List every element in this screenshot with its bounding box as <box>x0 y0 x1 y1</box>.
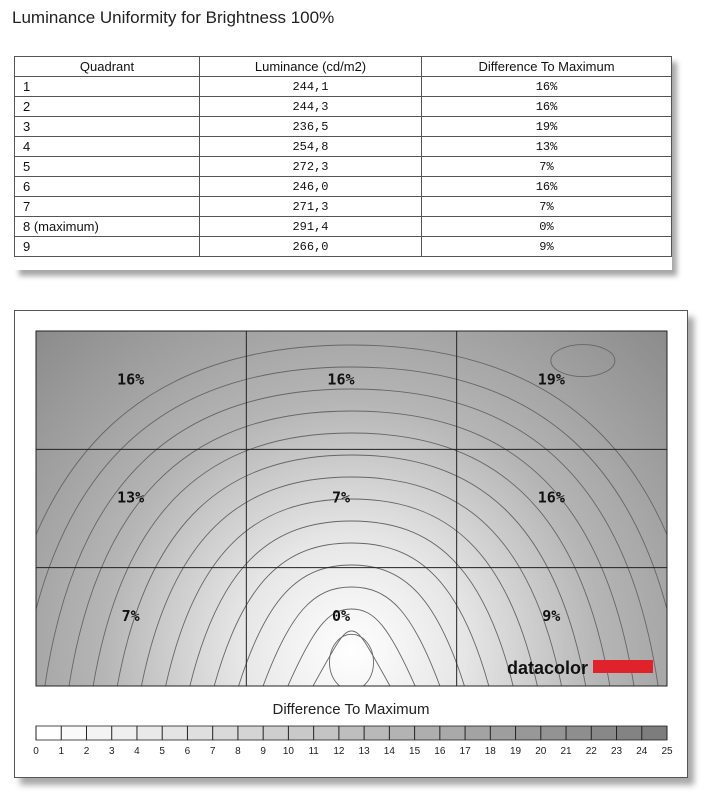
table-row <box>15 97 672 117</box>
legend-tick-label: 10 <box>282 746 294 757</box>
legend-tick-label: 6 <box>184 746 191 757</box>
legend-swatch <box>490 726 516 740</box>
luminance-cell: 244,1 <box>200 77 422 97</box>
legend-swatch <box>339 726 365 740</box>
legend-tick-label: 19 <box>509 746 522 757</box>
cell-label: 0% <box>331 607 351 625</box>
luminance-cell: 272,3 <box>200 157 422 177</box>
legend-swatch <box>86 726 112 740</box>
legend-swatch <box>389 726 415 740</box>
legend-swatch <box>238 726 264 740</box>
table-row <box>15 157 672 177</box>
difference-cell: 7% <box>422 197 672 217</box>
legend-swatch <box>591 726 617 740</box>
difference-cell: 16% <box>422 97 672 117</box>
legend-swatch <box>541 726 567 740</box>
luminance-table-panel <box>14 56 672 270</box>
difference-cell: 9% <box>422 237 672 257</box>
table-row <box>15 137 672 157</box>
difference-cell: 19% <box>422 117 672 137</box>
legend-tick-label: 8 <box>235 746 241 757</box>
cell-label: 7% <box>331 488 351 507</box>
quadrant-cell: 9 <box>15 237 200 257</box>
quadrant-cell: 4 <box>15 137 200 157</box>
legend-tick-label: 9 <box>260 746 266 757</box>
legend-tick-label: 20 <box>535 746 547 757</box>
legend-swatch <box>112 726 138 740</box>
quadrant-cell: 6 <box>15 177 200 197</box>
legend-tick-label: 7 <box>209 746 216 757</box>
legend-tick-label: 22 <box>585 746 597 757</box>
quadrant-cell: 8 (maximum) <box>15 217 200 237</box>
legend-tick-label: 18 <box>484 746 496 757</box>
table-row <box>15 117 672 137</box>
column-header-luminance: Luminance (cd/m2) <box>200 57 422 77</box>
luminance-cell: 271,3 <box>200 197 422 217</box>
legend-tick-label: 15 <box>409 746 421 757</box>
quadrant-cell: 5 <box>15 157 200 177</box>
cell-label: 16% <box>537 488 565 507</box>
luminance-cell: 291,4 <box>200 217 422 237</box>
uniformity-chart-panel <box>14 310 688 778</box>
legend-tick-label: 12 <box>333 746 345 757</box>
legend-tick-label: 2 <box>83 746 90 757</box>
legend-tick-label: 21 <box>560 746 572 757</box>
difference-cell: 16% <box>422 77 672 97</box>
table-header-row <box>15 57 672 77</box>
cell-label: 13% <box>117 488 145 507</box>
luminance-cell: 254,8 <box>200 137 422 157</box>
luminance-cell: 244,3 <box>200 97 422 117</box>
legend-swatch <box>263 726 289 740</box>
luminance-cell: 236,5 <box>200 117 422 137</box>
legend-swatch <box>213 726 239 740</box>
legend-tick-label: 11 <box>308 746 319 757</box>
legend-tick-label: 17 <box>459 746 471 757</box>
table-row <box>15 77 672 97</box>
legend-swatch <box>314 726 340 740</box>
cell-label: 16% <box>117 370 145 389</box>
legend-swatch <box>187 726 213 740</box>
quadrant-cell: 1 <box>15 77 200 97</box>
legend-swatch <box>566 726 592 740</box>
legend-swatch <box>364 726 390 740</box>
datacolor-logo-text: datacolor <box>507 658 589 678</box>
legend-tick-label: 5 <box>159 746 165 757</box>
luminance-cell: 266,0 <box>200 237 422 257</box>
legend-tick-label: 16 <box>434 746 446 757</box>
column-header-quadrant: Quadrant <box>15 57 200 77</box>
legend-swatch <box>288 726 314 740</box>
legend-swatch <box>465 726 491 740</box>
quadrant-cell: 7 <box>15 197 200 217</box>
legend-swatch <box>516 726 542 740</box>
legend-swatch <box>137 726 163 740</box>
legend-swatch <box>440 726 466 740</box>
table-row <box>15 197 672 217</box>
legend-tick-label: 4 <box>134 746 140 757</box>
legend-tick-label: 3 <box>108 746 115 757</box>
difference-cell: 0% <box>422 217 672 237</box>
table-row <box>15 217 672 237</box>
cell-label: 7% <box>121 607 140 625</box>
legend-swatch <box>617 726 643 740</box>
legend-title: Difference To Maximum <box>272 701 430 718</box>
legend-swatch <box>36 726 62 740</box>
quadrant-cell: 2 <box>15 97 200 117</box>
quadrant-cell: 3 <box>15 117 200 137</box>
legend-tick-label: 23 <box>610 746 623 757</box>
legend-tick-label: 25 <box>661 746 673 757</box>
datacolor-logo-bar <box>593 660 653 673</box>
table-row <box>15 237 672 257</box>
legend-tick-label: 13 <box>358 746 370 757</box>
legend-swatch <box>415 726 441 740</box>
difference-cell: 16% <box>422 177 672 197</box>
cell-label: 16% <box>327 370 355 389</box>
legend-swatch <box>642 726 668 740</box>
legend-swatch <box>61 726 87 740</box>
luminance-cell: 246,0 <box>200 177 422 197</box>
page-title: Luminance Uniformity for Brightness 100% <box>12 8 335 27</box>
difference-cell: 13% <box>422 137 672 157</box>
legend-tick-label: 24 <box>636 746 648 757</box>
legend-tick-label: 0 <box>33 746 39 757</box>
column-header-difference: Difference To Maximum <box>422 57 672 77</box>
legend-tick-label: 14 <box>383 746 395 757</box>
legend-tick-label: 1 <box>58 746 65 757</box>
table-row <box>15 177 672 197</box>
cell-label: 9% <box>542 607 561 625</box>
cell-label: 19% <box>537 370 565 389</box>
difference-cell: 7% <box>422 157 672 177</box>
luminance-table <box>14 56 672 257</box>
legend-swatch <box>162 726 188 740</box>
